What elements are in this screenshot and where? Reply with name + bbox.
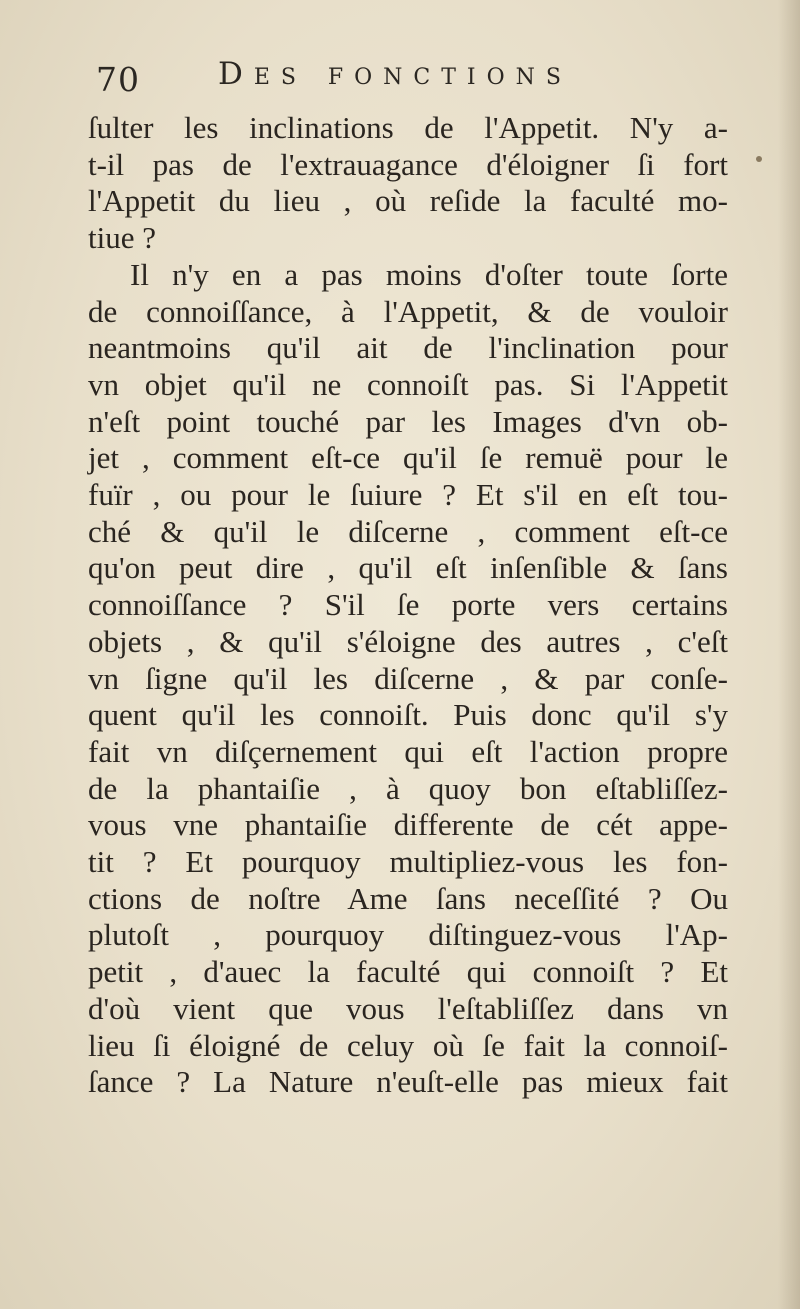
ink-speck	[756, 156, 762, 162]
text-line: plutoſt , pourquoy diſtinguez-vous l'Ap-	[88, 917, 728, 953]
text-line: ſance ? La Nature n'euſt-elle pas mieux fait	[88, 1064, 728, 1100]
text-line: d'où vient que vous l'eſtabliſſez dans vn	[88, 990, 728, 1026]
text-line: fait vn diſçernement qui eſt l'action propre	[88, 733, 728, 769]
text-line: tiue ?	[88, 220, 156, 256]
page-header	[90, 52, 710, 102]
text-line: tit ? Et pourquoy multipliez-vous les fon-	[88, 844, 728, 880]
running-head: Des fonctions	[218, 56, 572, 92]
text-line: lieu ſi éloigné de celuy où ſe fait la connoiſ-	[88, 1027, 728, 1063]
page-number: 70	[96, 60, 140, 99]
text-line: quent qu'il les connoiſt. Puis donc qu'il s'y	[88, 697, 728, 733]
text-line: fuïr , ou pour le ſuiure ? Et s'il en eſt tou-	[88, 477, 728, 513]
text-line: Il n'y en a pas moins d'oſter toute ſorte	[130, 256, 728, 292]
text-line: vn objet qu'il ne connoiſt pas. Si l'Appetit	[88, 366, 728, 402]
page-gutter-shadow	[778, 0, 800, 1309]
text-line: ctions de noſtre Ame ſans neceſſité ? Ou	[88, 880, 728, 916]
body-text	[88, 110, 728, 1101]
text-line: ſulter les inclinations de l'Appetit. N'y a-	[88, 110, 728, 145]
text-line: jet , comment eſt-ce qu'il ſe remuë pour le	[88, 440, 728, 476]
text-line: connoiſſance ? S'il ſe porte vers certains	[88, 587, 728, 623]
text-line: qu'on peut dire , qu'il eſt inſenſible & ſans	[88, 550, 728, 586]
text-line: t-il pas de l'extrauagance d'éloigner ſi fort	[88, 146, 728, 182]
text-line: n'eſt point touché par les Images d'vn ob-	[88, 403, 728, 439]
text-line: vn ſigne qu'il les diſcerne , & par conſe-	[88, 660, 728, 696]
text-line: neantmoins qu'il ait de l'inclination pour	[88, 330, 728, 366]
text-line: de connoiſſance, à l'Appetit, & de vouloir	[88, 293, 728, 329]
text-line: l'Appetit du lieu , où reſide la faculté mo-	[88, 183, 728, 219]
text-line: objets , & qu'il s'éloigne des autres , c'eſt	[88, 623, 728, 659]
text-line: petit , d'auec la faculté qui connoiſt ? Et	[88, 954, 728, 990]
text-line: ché & qu'il le diſcerne , comment eſt-ce	[88, 513, 728, 549]
text-line: vous vne phantaiſie differente de cét appe-	[88, 807, 728, 843]
text-line: de la phantaiſie , à quoy bon eſtabliſſez-	[88, 770, 728, 806]
